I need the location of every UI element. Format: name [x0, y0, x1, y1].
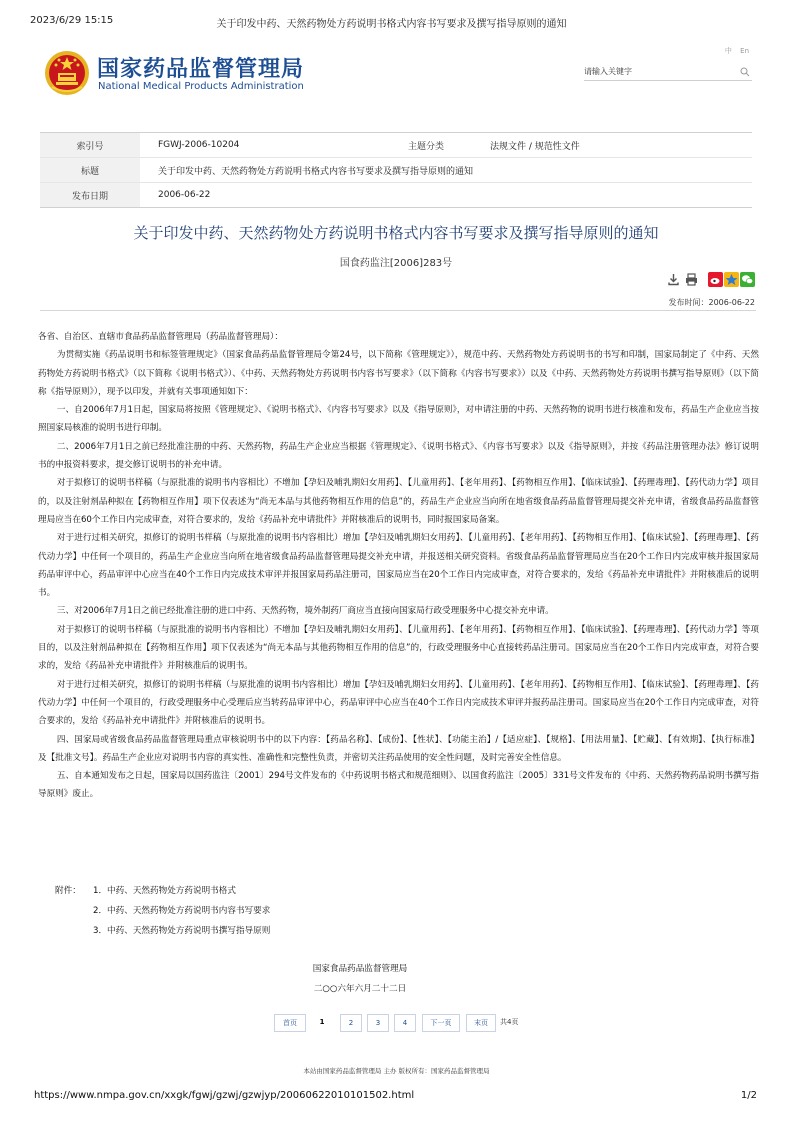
print-timestamp: 2023/6/29 15:15 [30, 15, 114, 26]
body-paragraph: 二、2006年7月1日之前已经批准注册的中药、天然药物，药品生产企业应当根据《管理规定》、《说明书格式》、《内容书写要求》以及《指导原则》，并按《药品注册管理办法》修订说明书的申报资料要求，提交修订说明书的补充申请。 [38, 441, 759, 471]
attachments-label: 附件： [55, 886, 81, 896]
signature-date: 二○○六年六月二十二日 [313, 984, 407, 994]
search-placeholder: 请输入关键字 [584, 67, 632, 76]
attachment-title: 1．中药、天然药物处方药说明书格式 [93, 886, 236, 896]
last-page-button[interactable]: 末页 [466, 1014, 496, 1032]
site-header [0, 40, 793, 112]
body-paragraph: 三、对2006年7月1日之前已经批准注册的进口中药、天然药物，境外制药厂商应当直接向国家局行政受理服务中心提交补充申请。 [56, 606, 554, 617]
print-header [30, 15, 753, 31]
attachment-item [55, 921, 270, 941]
site-footer: 本站由国家药品监督管理局 主办 版权所有：国家药品监督管理局 [303, 1067, 490, 1075]
site-name-cn[interactable]: 国家药品监督管理局 [97, 57, 305, 82]
document-body [38, 328, 759, 804]
print-title: 关于印发中药、天然药物处方药说明书格式内容书写要求及撰写指导原则的通知 [216, 19, 567, 30]
weibo-share-icon[interactable] [708, 272, 723, 287]
divider [40, 310, 756, 311]
body-paragraph: 五、自本通知发布之日起，国家局以国药监注〔2001〕294号文件发布的《中药说明书格式和规范细则》、以国食药监注〔2005〕331号文件发布的《中药、天然药物药品说明书撰写指导原则》废止。 [38, 771, 759, 800]
meta-label: 主题分类 [408, 133, 490, 158]
signature-block [300, 959, 420, 999]
page-4-button[interactable]: 4 [394, 1014, 416, 1032]
search-icon[interactable] [740, 67, 750, 77]
body-paragraph: 一、自2006年7月1日起，国家局将按照《管理规定》、《说明书格式》、《内容书写要求》以及《指导原则》，对申请注册的中药、天然药物的说明书进行核准和发布，药品生产企业应当按照国家局核准的说明书进行印制。 [38, 405, 759, 434]
attachment-title: 3．中药、天然药物处方药说明书撰写指导原则 [93, 926, 271, 936]
meta-label: 索引号 [40, 133, 140, 158]
body-paragraph: 四、国家局或省级食品药品监督管理局重点审核说明书中的以下内容：【药品名称】、【成份】、【性状】、【功能主治】/【适应症】、【规格】、【用法用量】、【贮藏】、【有效期】、【执行标准】及【批准文号】。药品生产企业应对说明书内容的真实性、准确性和完整性负责，并密切关注药品使用的安全性问题，及时完善安全性信息。 [38, 734, 759, 763]
meta-row [40, 183, 752, 208]
attachment-item [55, 881, 270, 901]
first-page-button[interactable]: 首页 [274, 1014, 306, 1032]
body-paragraph: 对于拟修订的说明书样稿（与原批准的说明书内容相比）不增加【孕妇及哺乳期妇女用药】、【儿童用药】、【老年用药】、【药物相互作用】、【临床试验】、【药理毒理】、【药代动力学】项目的，以及注射剂品种拟在【药物相互作用】项下仅表述为“尚无本品与其他药物相互作用的信息”的，药品生产企业应当向所在地省级食品药品监督管理局提交补充申请，省级食品药品监督管理局应当在60个工作日内完成审查，对符合要求的，发给《药品补充申请批件》并附核准后的说明书，同时报国家局备案。 [38, 478, 759, 525]
meta-value: 2006-06-22 [140, 183, 752, 208]
next-page-button[interactable]: 下一页 [422, 1014, 460, 1032]
print-url: https://www.nmpa.gov.cn/xxgk/fgwj/gzwj/gzwjyp/20060622010101502.html [34, 1090, 415, 1101]
document-meta-table [40, 132, 752, 208]
national-emblem-icon[interactable] [44, 49, 90, 97]
attachment-title: 2．中药、天然药物处方药说明书内容书写要求 [93, 906, 271, 916]
document-title: 关于印发中药、天然药物处方药说明书格式内容书写要求及撰写指导原则的通知 [133, 224, 659, 242]
publish-time: 发布时间：2006-06-22 [668, 298, 755, 307]
meta-value: FGWJ-2006-10204 [140, 133, 408, 158]
signature-org: 国家食品药品监督管理局 [312, 964, 408, 974]
page-2-button[interactable]: 2 [340, 1014, 362, 1032]
attachments-list [55, 881, 270, 941]
site-name-en[interactable]: National Medical Products Administration [98, 81, 304, 92]
salutation: 各省、自治区、直辖市食品药品监督管理局（药品监督管理局）： [38, 332, 283, 342]
document-number: 国食药监注[2006]283号 [339, 258, 453, 269]
meta-value: 关于印发中药、天然药物处方药说明书格式内容书写要求及撰写指导原则的通知 [140, 158, 752, 183]
meta-label: 标题 [40, 158, 140, 183]
lang-en-link[interactable]: En [740, 47, 749, 55]
meta-label: 发布日期 [40, 183, 140, 208]
search-input[interactable] [584, 64, 752, 81]
document-tools [666, 272, 758, 288]
meta-row [40, 133, 752, 158]
print-page-number: 1/2 [740, 1090, 757, 1101]
wechat-share-icon[interactable] [740, 272, 755, 287]
qzone-share-icon[interactable] [724, 272, 739, 287]
page-3-button[interactable]: 3 [367, 1014, 389, 1032]
meta-value: 法规文件 / 规范性文件 [490, 133, 752, 158]
lang-zh-link[interactable]: 中 [724, 47, 732, 55]
meta-row [40, 158, 752, 183]
body-paragraph: 对于进行过相关研究，拟修订的说明书样稿（与原批准的说明书内容相比）增加【孕妇及哺乳期妇女用药】、【儿童用药】、【老年用药】、【药物相互作用】、【临床试验】、【药理毒理】、【药代动力学】中任何一个项目的，行政受理服务中心受理后应当转药品审评中心，药品审评中心应当在40个工作日内完成技术审评并报药品注册司。国家局应当在20个工作日内完成审查，对符合要求的，发给《药品补充申请批件》并附核准后的说明书。 [38, 679, 759, 727]
download-icon[interactable] [666, 272, 681, 287]
page-total: 共4页 [500, 1018, 519, 1026]
body-paragraph: 为贯彻实施《药品说明书和标签管理规定》（国家食品药品监督管理局令第24号，以下简称《管理规定》），规范中药、天然药物处方药说明书的书写和印制，国家局制定了《中药、天然药物处方药说明书格式》（以下简称《说明书格式》）、《中药、天然药物处方药说明书内容书写要求》（以下简称《内容书写要求》）以及《中药、天然药物处方药说明书撰写指导原则》（以下简称《指导原则》），现予以印发，并就有关事项通知如下： [38, 350, 759, 397]
body-paragraph: 对于进行过相关研究，拟修订的说明书样稿（与原批准的说明书内容相比）增加【孕妇及哺乳期妇女用药】、【儿童用药】、【老年用药】、【药物相互作用】、【临床试验】、【药理毒理】、【药代动力学】中任何一个项目的，药品生产企业应当向所在地省级食品药品监督管理局提交补充申请，并报送相关研究资料。省级食品药品监督管理局应当在20个工作日内完成审核并报国家局药品审评中心，药品审评中心应当在40个工作日内完成技术审评并报国家局药品注册司，国家局应当在20个工作日内完成审查，对符合要求的，发给《药品补充申请批件》并附核准后的说明书。 [38, 533, 759, 599]
attachment-item [55, 901, 270, 921]
print-footer [34, 1090, 757, 1101]
current-page: 1 [319, 1018, 325, 1026]
print-icon[interactable] [684, 272, 699, 287]
language-switch [719, 46, 749, 56]
body-paragraph: 对于拟修订的说明书样稿（与原批准的说明书内容相比）不增加【孕妇及哺乳期妇女用药】、【儿童用药】、【老年用药】、【药物相互作用】、【临床试验】、【药理毒理】、【药代动力学】等项目的，以及注射剂品种拟在【药物相互作用】项下仅表述为“尚无本品与其他药物相互作用的信息”的，行政受理服务中心直接转药品注册司。国家局应当在20个工作日内完成审查，对符合要求的，发给《药品补充申请批件》并附核准后的说明书。 [38, 624, 759, 672]
